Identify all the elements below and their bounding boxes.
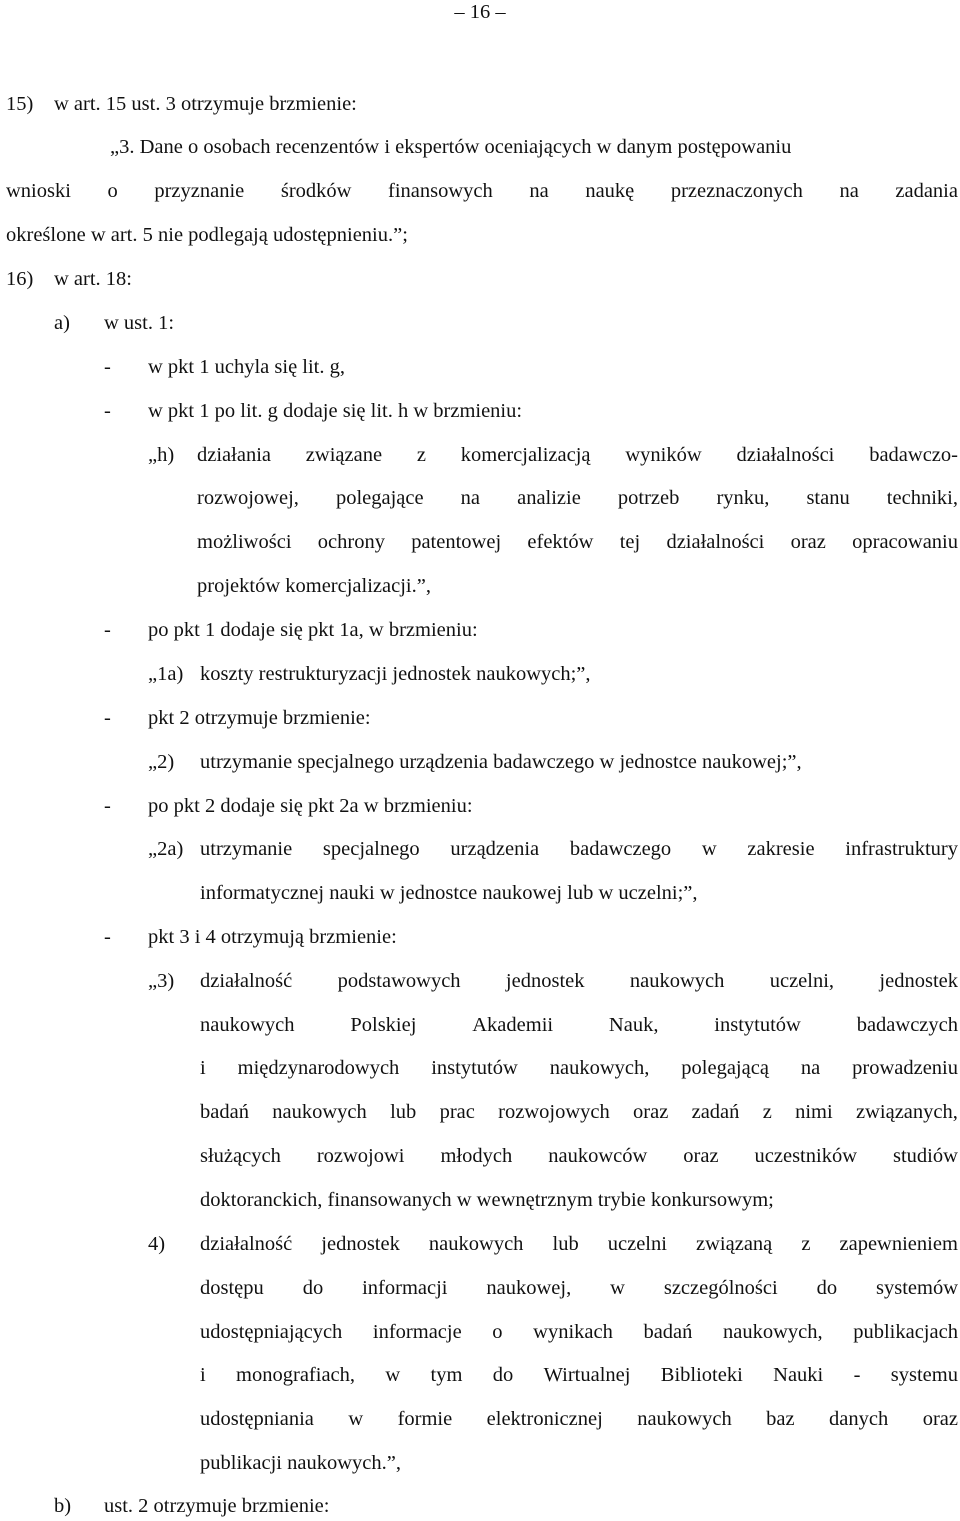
word: rynku, (716, 487, 770, 509)
word: z (416, 444, 426, 466)
point-3-label: „3) (148, 970, 175, 992)
point-3-line-6: doktoranckich, finansowanych w wewnętrznym trybie konkursowym; (200, 1189, 774, 1211)
dash-1: - (104, 356, 111, 378)
word: studiów (893, 1145, 958, 1167)
word: badań (643, 1321, 693, 1343)
word: utrzymanie (200, 838, 293, 860)
word: ochrony (317, 531, 385, 553)
word: w (385, 1364, 401, 1386)
word: uczestników (754, 1145, 858, 1167)
word: potrzeb (617, 487, 680, 509)
word: techniki, (886, 487, 958, 509)
word: w (701, 838, 717, 860)
word: Wirtualnej (543, 1364, 631, 1386)
word: do (302, 1277, 324, 1299)
word: badawczo- (869, 444, 958, 466)
point-2a-line-1 (200, 837, 958, 861)
word: nimi (795, 1101, 833, 1123)
word: o (492, 1321, 503, 1343)
word: informacji (362, 1277, 448, 1299)
word: działalności (666, 531, 765, 553)
word: badań (200, 1101, 249, 1123)
word: zadania (895, 180, 958, 202)
word: wnioski (6, 180, 71, 202)
dash-4-text: pkt 2 otrzymuje brzmienie: (148, 707, 371, 729)
word: na (460, 487, 481, 509)
point-1a-label: „1a) (148, 663, 184, 685)
subitem-b-text: ust. 2 otrzymuje brzmienie: (104, 1495, 330, 1517)
item-15-quote-line-2 (6, 179, 958, 203)
point-4-line-1 (200, 1232, 958, 1256)
word: monografiach, (236, 1364, 356, 1386)
word: urządzenia (450, 838, 540, 860)
point-3-line-1 (200, 969, 958, 993)
word: naukowców (548, 1145, 648, 1167)
word: służących (200, 1145, 281, 1167)
dash-3-text: po pkt 1 dodaje się pkt 1a, w brzmieniu: (148, 619, 478, 641)
item-15-quote-line-3: określone w art. 5 nie podlegają udostępnieniu.”; (6, 224, 408, 246)
word: efektów (527, 531, 594, 553)
word: i (200, 1057, 206, 1079)
subitem-a-label: a) (54, 312, 70, 334)
point-3-line-2 (200, 1013, 958, 1037)
word: lub (552, 1233, 579, 1255)
item-16-number: 16) (6, 268, 34, 290)
word: podstawowych (337, 970, 461, 992)
dash-3: - (104, 619, 111, 641)
word: infrastruktury (845, 838, 958, 860)
word: rozwojowej, (197, 487, 299, 509)
word: lub (390, 1101, 417, 1123)
point-2a-label: „2a) (148, 838, 184, 860)
word: informacje (372, 1321, 462, 1343)
word: naukowej, (486, 1277, 572, 1299)
word: wynikach (533, 1321, 613, 1343)
point-1a-text: koszty restrukturyzacji jednostek naukowych;”, (200, 663, 591, 685)
point-2-label: „2) (148, 751, 175, 773)
word: oraz (790, 531, 826, 553)
word: oraz (922, 1408, 958, 1430)
point-h-line-4: projektów komercjalizacji.”, (197, 575, 431, 597)
word: naukowych, (549, 1057, 650, 1079)
word: patentowej (411, 531, 502, 553)
word: stanu (806, 487, 850, 509)
word: zakresie (747, 838, 815, 860)
dash-6-text: pkt 3 i 4 otrzymują brzmienie: (148, 926, 397, 948)
point-4-line-4 (200, 1363, 958, 1387)
point-4-line-6: publikacji naukowych.”, (200, 1452, 401, 1474)
word: i (200, 1364, 206, 1386)
word: elektronicznej (486, 1408, 603, 1430)
word: Nauk, (608, 1014, 659, 1036)
point-h-label: „h) (148, 444, 175, 466)
word: z (762, 1101, 772, 1123)
word: możliwości (197, 531, 292, 553)
dash-2-text: w pkt 1 po lit. g dodaje się lit. h w brzmieniu: (148, 400, 523, 422)
word: oraz (633, 1101, 669, 1123)
word: naukowych (428, 1233, 524, 1255)
word: oraz (683, 1145, 719, 1167)
word: do (816, 1277, 838, 1299)
word: systemów (876, 1277, 958, 1299)
point-4-line-2 (200, 1276, 958, 1300)
word: rozwojowych (498, 1101, 610, 1123)
word: formie (397, 1408, 453, 1430)
word: działalność (200, 970, 293, 992)
dash-5-text: po pkt 2 dodaje się pkt 2a w brzmieniu: (148, 795, 473, 817)
word: komercjalizacją (460, 444, 591, 466)
word: naukowych (637, 1408, 732, 1430)
page-number: – 16 – (454, 1, 506, 23)
word: działalności (736, 444, 835, 466)
point-2-text: utrzymanie specjalnego urządzenia badawczego w jednostce naukowej;”, (200, 751, 802, 773)
dash-4: - (104, 707, 111, 729)
word: w (610, 1277, 625, 1299)
point-2a-line-2: informatycznej nauki w jednostce naukowej lub w uczelni;”, (200, 882, 698, 904)
word: związaną (696, 1233, 773, 1255)
word: w (348, 1408, 364, 1430)
word: udostępniania (200, 1408, 314, 1430)
dash-1-text: w pkt 1 uchyla się lit. g, (148, 356, 346, 378)
word: przeznaczonych (670, 180, 803, 202)
word: Biblioteki (660, 1364, 743, 1386)
word: przyznanie (154, 180, 245, 202)
word: badawczego (569, 838, 672, 860)
item-16-intro: w art. 18: (54, 268, 132, 290)
word: Akademii (472, 1014, 554, 1036)
word: uczelni (607, 1233, 667, 1255)
item-15-quote-line-1: „3. Dane o osobach recenzentów i ekspertów oceniających w danym postępowaniu (110, 136, 792, 158)
word: z (801, 1233, 811, 1255)
word: wyników (625, 444, 702, 466)
word: jednostek (321, 1233, 400, 1255)
word: działalność (200, 1233, 293, 1255)
word: tym (430, 1364, 463, 1386)
word: Nauki (773, 1364, 824, 1386)
word: związanych, (856, 1101, 958, 1123)
word: jednostek (505, 970, 585, 992)
word: zadań (691, 1101, 740, 1123)
word: naukowych (272, 1101, 367, 1123)
word: działania (197, 444, 271, 466)
word: systemu (890, 1364, 958, 1386)
word: na (800, 1057, 821, 1079)
word: instytutów (714, 1014, 801, 1036)
word: prac (439, 1101, 475, 1123)
word: finansowych (388, 180, 493, 202)
word: międzynarodowych (237, 1057, 400, 1079)
dash-5: - (104, 795, 111, 817)
point-3-line-4 (200, 1100, 958, 1124)
word: baz (766, 1408, 795, 1430)
word: naukę (585, 180, 635, 202)
word: specjalnego (322, 838, 420, 860)
point-3-line-5 (200, 1144, 958, 1168)
word: danych (829, 1408, 889, 1430)
item-15-intro: w art. 15 ust. 3 otrzymuje brzmienie: (54, 93, 357, 115)
word: polegającą (681, 1057, 769, 1079)
dash-6: - (104, 926, 111, 948)
word: na (839, 180, 859, 202)
word: uczelni, (769, 970, 835, 992)
word: związane (305, 444, 383, 466)
subitem-a-text: w ust. 1: (104, 312, 175, 334)
word: do (492, 1364, 514, 1386)
item-15-number: 15) (6, 93, 34, 115)
word: polegające (335, 487, 424, 509)
word: na (529, 180, 549, 202)
point-4-line-3 (200, 1320, 958, 1344)
word: dostępu (200, 1277, 264, 1299)
word: młodych (440, 1145, 513, 1167)
word: zapewnieniem (839, 1233, 958, 1255)
word: tej (619, 531, 641, 553)
subitem-b-label: b) (54, 1495, 72, 1517)
point-4-line-5 (200, 1407, 958, 1431)
word: jednostek (879, 970, 958, 992)
point-4-label: 4) (148, 1233, 166, 1255)
point-h-line-3 (197, 530, 958, 554)
word: prowadzeniu (852, 1057, 958, 1079)
word: rozwojowi (316, 1145, 405, 1167)
point-h-line-1 (197, 443, 958, 467)
word: udostępniających (200, 1321, 343, 1343)
word: środków (280, 180, 352, 202)
point-3-line-3 (200, 1056, 958, 1080)
word: analizie (517, 487, 581, 509)
word: naukowych (629, 970, 725, 992)
word: badawczych (856, 1014, 958, 1036)
word: naukowych, (722, 1321, 823, 1343)
dash-2: - (104, 400, 111, 422)
point-h-line-2 (197, 486, 958, 510)
word: publikacjach (853, 1321, 958, 1343)
word: opracowaniu (852, 531, 958, 553)
word: instytutów (431, 1057, 518, 1079)
word: naukowych (200, 1014, 295, 1036)
word: o (107, 180, 118, 202)
word: - (853, 1364, 861, 1386)
word: szczególności (663, 1277, 778, 1299)
word: Polskiej (350, 1014, 417, 1036)
